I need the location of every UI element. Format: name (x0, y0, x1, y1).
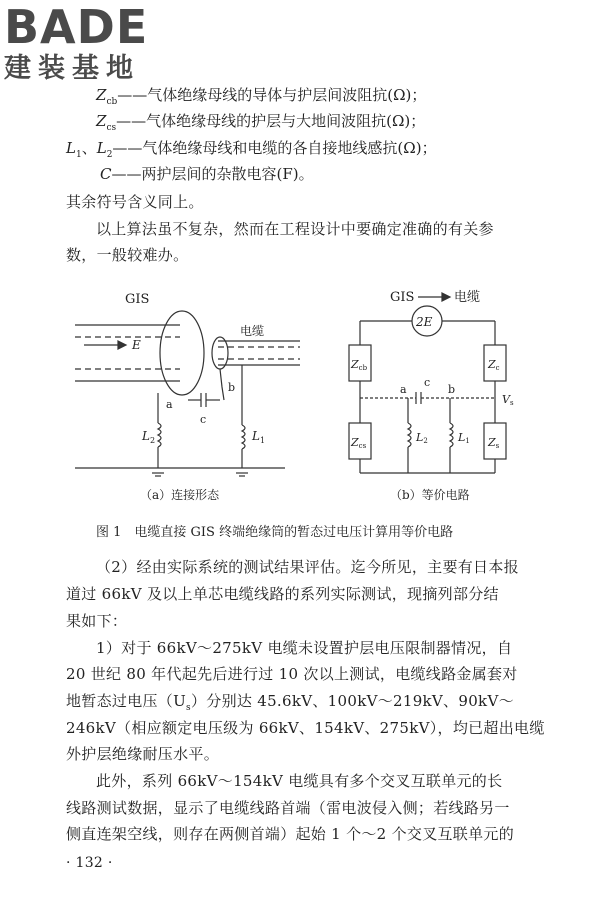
label-cable-a: 电缆 (240, 324, 265, 338)
site-logo (4, 2, 179, 84)
node-c-label: c (200, 413, 207, 426)
p2-line-3: 地暂态过电压$(U_s)$分别达 45.6kV、100kV～219kV、90kV～ (66, 692, 514, 713)
p2-line-4: 246kV（相应额定电压级为 66kV、154kV、275kV），均已超出电缆 (66, 719, 545, 737)
label-cable-b: 电缆 (454, 290, 481, 305)
p1-line-1: （2）经由实际系统的测试结果评估。迄今所见，主要有日本报 (96, 558, 519, 576)
svg-text:Vs: Vs (502, 393, 514, 407)
svg-text:L1: $L_1$ (252, 429, 266, 445)
p2-line-1: 1）对于 66kV～275kV 电缆未设置护层电压限制器情况，自 (96, 639, 513, 657)
node-b-label: b (228, 381, 236, 394)
p3-line-1: 此外，系列 66kV～154kV 电缆具有多个交叉互联单元的长 (96, 772, 503, 790)
node-a-label: a (166, 398, 173, 411)
svg-text:Zc: Zc (488, 358, 500, 372)
svg-text:Zs: Zs (488, 436, 500, 450)
label-gis-a: GIS (125, 292, 150, 307)
figure-a-connection-diagram (75, 292, 300, 502)
p1-line-3: 果如下： (66, 612, 128, 630)
svg-text:Zcb: Zcb (351, 358, 368, 372)
svg-text:L1: L1 (458, 431, 470, 445)
def-c: C——两护层间的杂散电容(F)。 (100, 165, 314, 183)
intro-line-2: 数，一般较难办。 (66, 246, 189, 264)
p1-line-2: 道过 66kV 及以上单芯电缆线路的系列实际测试，现摘列部分结 (66, 585, 499, 603)
svg-text:L2: L2 (416, 431, 428, 445)
def-l1l2: $L_1$、$L_2——$气体绝缘母线和电缆的各自接地线感抗(Ω)； (66, 139, 437, 160)
p3-line-3: 侧直连架空线，则存在两侧首端）起始 1 个～2 个交叉互联单元的 (66, 825, 514, 843)
label-e: E (132, 338, 141, 352)
label-gis-b: GIS (390, 290, 415, 305)
page-number: · 132 · (66, 855, 113, 871)
logo-brand: BADE (4, 0, 149, 54)
node-c-b: c (424, 376, 431, 389)
intro-line-1: 以上算法虽不复杂，然而在工程设计中要确定准确的有关参 (96, 220, 494, 238)
p3-line-2: 线路测试数据，显示了电缆线路首端（雷电波侵入侧；若线路另一 (66, 799, 510, 817)
figure-caption: 图 1 电缆直接 GIS 终端绝缘筒的暂态过电压计算用等价电路 (96, 525, 454, 540)
def-zcs: $Z_{cs}——$气体绝缘母线的护层与大地间波阻抗(Ω)； (96, 112, 426, 133)
p2-line-2: 20 世纪 80 年代起先后进行过 10 次以上测试，电缆线路金属套对 (66, 665, 518, 683)
node-b-b: b (448, 383, 456, 396)
svg-text:Zcs: Zcs (351, 436, 367, 450)
logo-subtitle: 建装基地 (4, 53, 140, 84)
figure-1 (70, 283, 540, 513)
source-2e: 2E (416, 315, 433, 329)
p2-line-5: 外护层绝缘耐压水平。 (66, 745, 220, 763)
intro-rest: 其余符号含义同上。 (66, 193, 204, 211)
caption-a: （a）连接形态 (140, 488, 220, 502)
svg-text:L2: $L_2$ (142, 429, 156, 445)
figure-b-equivalent-circuit (349, 289, 514, 502)
def-zcb: $Z_{cb}——$气体绝缘母线的导体与护层间波阻抗(Ω)； (96, 86, 427, 107)
caption-b: （b）等价电路 (390, 488, 470, 502)
node-a-b: a (400, 383, 407, 396)
